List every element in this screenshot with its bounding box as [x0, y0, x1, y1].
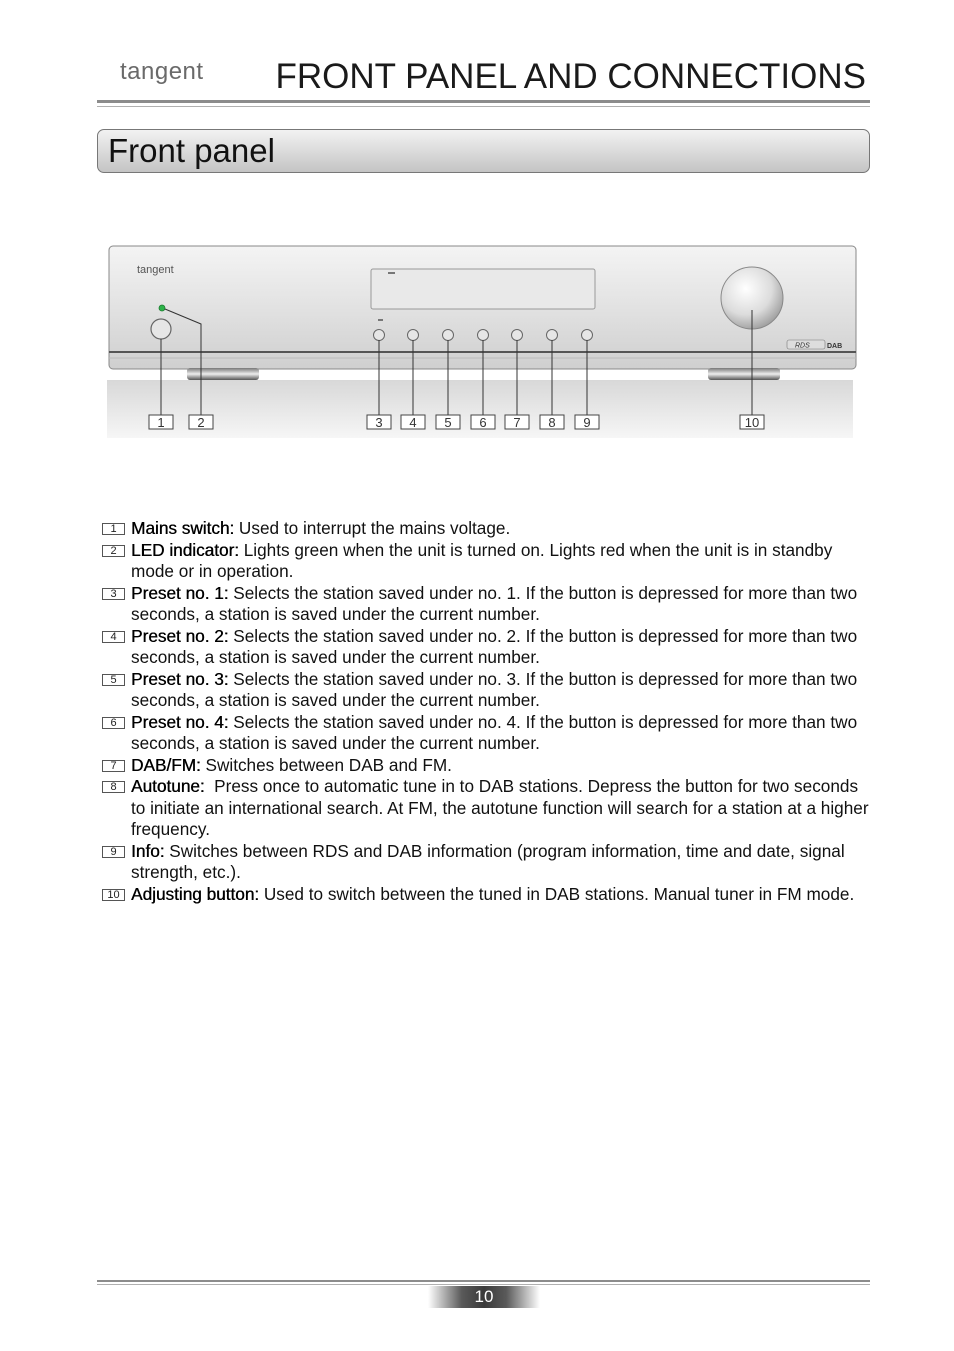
item-number: 1 [102, 523, 125, 535]
item-label: Preset no. 2: [131, 625, 229, 646]
page-number: 10 [474, 1287, 494, 1306]
list-item [102, 884, 872, 906]
callout-label-4: 4 [409, 415, 417, 430]
header-rule [97, 100, 870, 103]
item-text: Used to switch between the tuned in DAB stations. Manual tuner in FM mode. [259, 883, 855, 904]
list-item [102, 841, 872, 884]
info-button [582, 330, 593, 341]
device-brand: tangent [137, 264, 174, 276]
list-item [102, 712, 872, 755]
item-number: 4 [102, 631, 125, 643]
item-label: Preset no. 1: [131, 582, 229, 603]
item-number: 3 [102, 588, 125, 600]
mains-switch-button [151, 319, 171, 339]
item-text: Switches between RDS and DAB information (program information, time and date, signal strength, etc.). [131, 840, 845, 882]
item-number: 2 [102, 545, 125, 557]
header-rule-thin [97, 106, 870, 107]
item-number: 7 [102, 760, 125, 772]
item-label: Info: [131, 840, 165, 861]
panel-foot-right [708, 368, 780, 380]
item-text: Press once to automatic tune in to DAB stations. Depress the button for two seconds to initiate an international search. At FM, the autotune function will search for a station at a higher frequency. [131, 776, 874, 839]
item-text: Selects the station saved under no. 4. If the button is depressed for more than two seconds, a station is saved under the current number. [131, 711, 858, 753]
dab-badge-text: DAB [827, 343, 843, 350]
callout-label-6: 6 [479, 415, 487, 430]
list-item [102, 626, 872, 669]
preset-button-4 [478, 330, 489, 341]
item-number: 5 [102, 674, 125, 686]
dab-fm-button [512, 330, 523, 341]
list-item [102, 518, 872, 540]
callout-label-1: 1 [157, 415, 165, 430]
item-label: Adjusting button: [131, 883, 260, 904]
callout-label-3: 3 [375, 415, 383, 430]
brand-logo [120, 58, 204, 86]
item-label: Preset no. 4: [131, 711, 229, 732]
footer-rule-thin [97, 1284, 870, 1285]
item-number: 9 [102, 846, 125, 858]
panel-foot-left [187, 368, 259, 380]
item-label: LED indicator: [131, 539, 239, 560]
brand-logo-text: tangent [120, 58, 204, 85]
autotune-button [547, 330, 558, 341]
callout-label-8: 8 [548, 415, 556, 430]
list-item [102, 755, 872, 777]
item-number: 10 [102, 889, 125, 901]
list-item [102, 669, 872, 712]
item-number: 6 [102, 717, 125, 729]
item-text: Selects the station saved under no. 1. If the button is depressed for more than two seconds, a station is saved under the current number. [131, 582, 858, 624]
callout-label-5: 5 [444, 415, 452, 430]
list-item [102, 540, 872, 583]
item-label: DAB/FM: [131, 754, 201, 775]
preset-button-3 [443, 330, 454, 341]
item-text: Lights green when the unit is turned on. Lights red when the unit is in standby mode or in operation. [131, 539, 833, 581]
section-title: Front panel [108, 132, 275, 169]
section-header [97, 129, 870, 173]
display-window [371, 269, 595, 309]
preset-button-2 [408, 330, 419, 341]
front-panel-illustration [105, 240, 857, 440]
callout-label-7: 7 [513, 415, 521, 430]
item-label: Mains switch: [131, 518, 235, 538]
callout-label-9: 9 [583, 415, 591, 430]
item-label: Preset no. 3: [131, 668, 229, 689]
item-text: Switches between DAB and FM. [200, 754, 452, 775]
component-list [102, 518, 872, 905]
list-item [102, 583, 872, 626]
page-title: FRONT PANEL AND CONNECTIONS [275, 57, 866, 96]
rds-badge-text: RDS [795, 342, 810, 350]
callout-label-10: 10 [744, 415, 760, 430]
item-label: Autotune: [131, 776, 205, 796]
item-text: Selects the station saved under no. 2. If the button is depressed for more than two seconds, a station is saved under the current number. [131, 625, 858, 667]
list-item [102, 776, 872, 841]
item-text: Selects the station saved under no. 3. If the button is depressed for more than two seconds, a station is saved under the current number. [131, 668, 858, 710]
item-text: Used to interrupt the mains voltage. [234, 518, 511, 538]
footer-rule [97, 1280, 870, 1282]
preset-button-1 [374, 330, 385, 341]
callout-label-2: 2 [197, 415, 205, 430]
led-indicator [159, 305, 165, 311]
item-number: 8 [102, 781, 125, 793]
page-number-bar [428, 1286, 540, 1308]
